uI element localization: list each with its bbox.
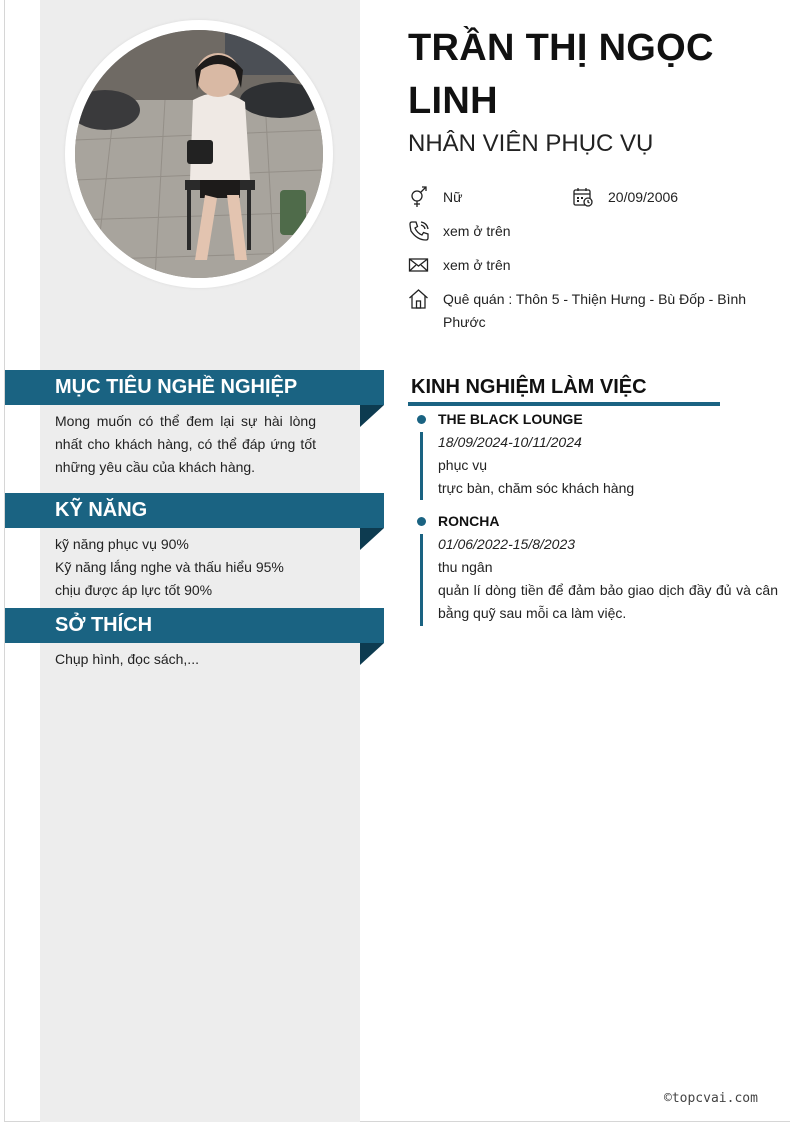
experience-description: quản lí dòng tiền để đảm bảo giao dịch đầy đủ và cân bằng quỹ sau mỗi ca làm việc. [438,582,778,621]
skill-item: kỹ năng phục vụ 90% [55,536,189,552]
timeline-dot [417,415,426,424]
experience-period: 01/06/2022-15/8/2023 [438,536,576,552]
mail-icon [408,254,430,276]
phone-value: xem ở trên [443,223,511,239]
gender-icon [408,186,430,208]
skill-item: Kỹ năng lắng nghe và thấu hiểu 95% [55,559,284,575]
experience-description: trực bàn, chăm sóc khách hàng [438,480,635,496]
experience-company: RONCHA [438,513,500,529]
job-title: NHÂN VIÊN PHỤC VỤ [408,130,654,157]
address-value: Quê quán : Thôn 5 - Thiện Hưng - Bù Đốp - Bình Phước [443,291,747,330]
home-icon [408,288,430,310]
calendar-icon [572,186,594,208]
phone-icon [408,220,430,242]
objective-text: Mong muốn có thể đem lại sự hài lòng nhất cho khách hàng, có thể đáp ứng tốt những yêu cầu của khách hàng. [55,413,316,475]
candidate-name: TRẦN THỊ NGỌC LINH [408,27,714,122]
timeline-dot [417,517,426,526]
experience-position: thu ngân [438,559,493,575]
experience-company: THE BLACK LOUNGE [438,411,583,427]
skills-heading: KỸ NĂNG [5,493,384,528]
experience-underline [408,402,720,406]
skills-list [55,533,316,602]
timeline-bar [420,534,423,626]
hobbies-text: Chụp hình, đọc sách,... [55,651,199,667]
timeline-bar [420,432,423,500]
email-value: xem ở trên [443,257,511,273]
avatar-photo [75,30,323,278]
skill-item: chịu được áp lực tốt 90% [55,582,213,598]
watermark: ©topcvai.com [664,1091,758,1106]
experience-heading: KINH NGHIỆM LÀM VIỆC [411,376,647,398]
avatar [75,30,323,278]
objective-heading: MỤC TIÊU NGHỀ NGHIỆP [5,370,384,405]
gender-value: Nữ [443,189,463,205]
skills-fold-decor [360,528,384,550]
experience-period: 18/09/2024-10/11/2024 [438,434,582,450]
objective-fold-decor [360,405,384,427]
hobbies-heading: SỞ THÍCH [5,608,384,643]
birthday-value: 20/09/2006 [608,189,679,205]
experience-position: phục vụ [438,457,488,473]
hobbies-fold-decor [360,643,384,665]
